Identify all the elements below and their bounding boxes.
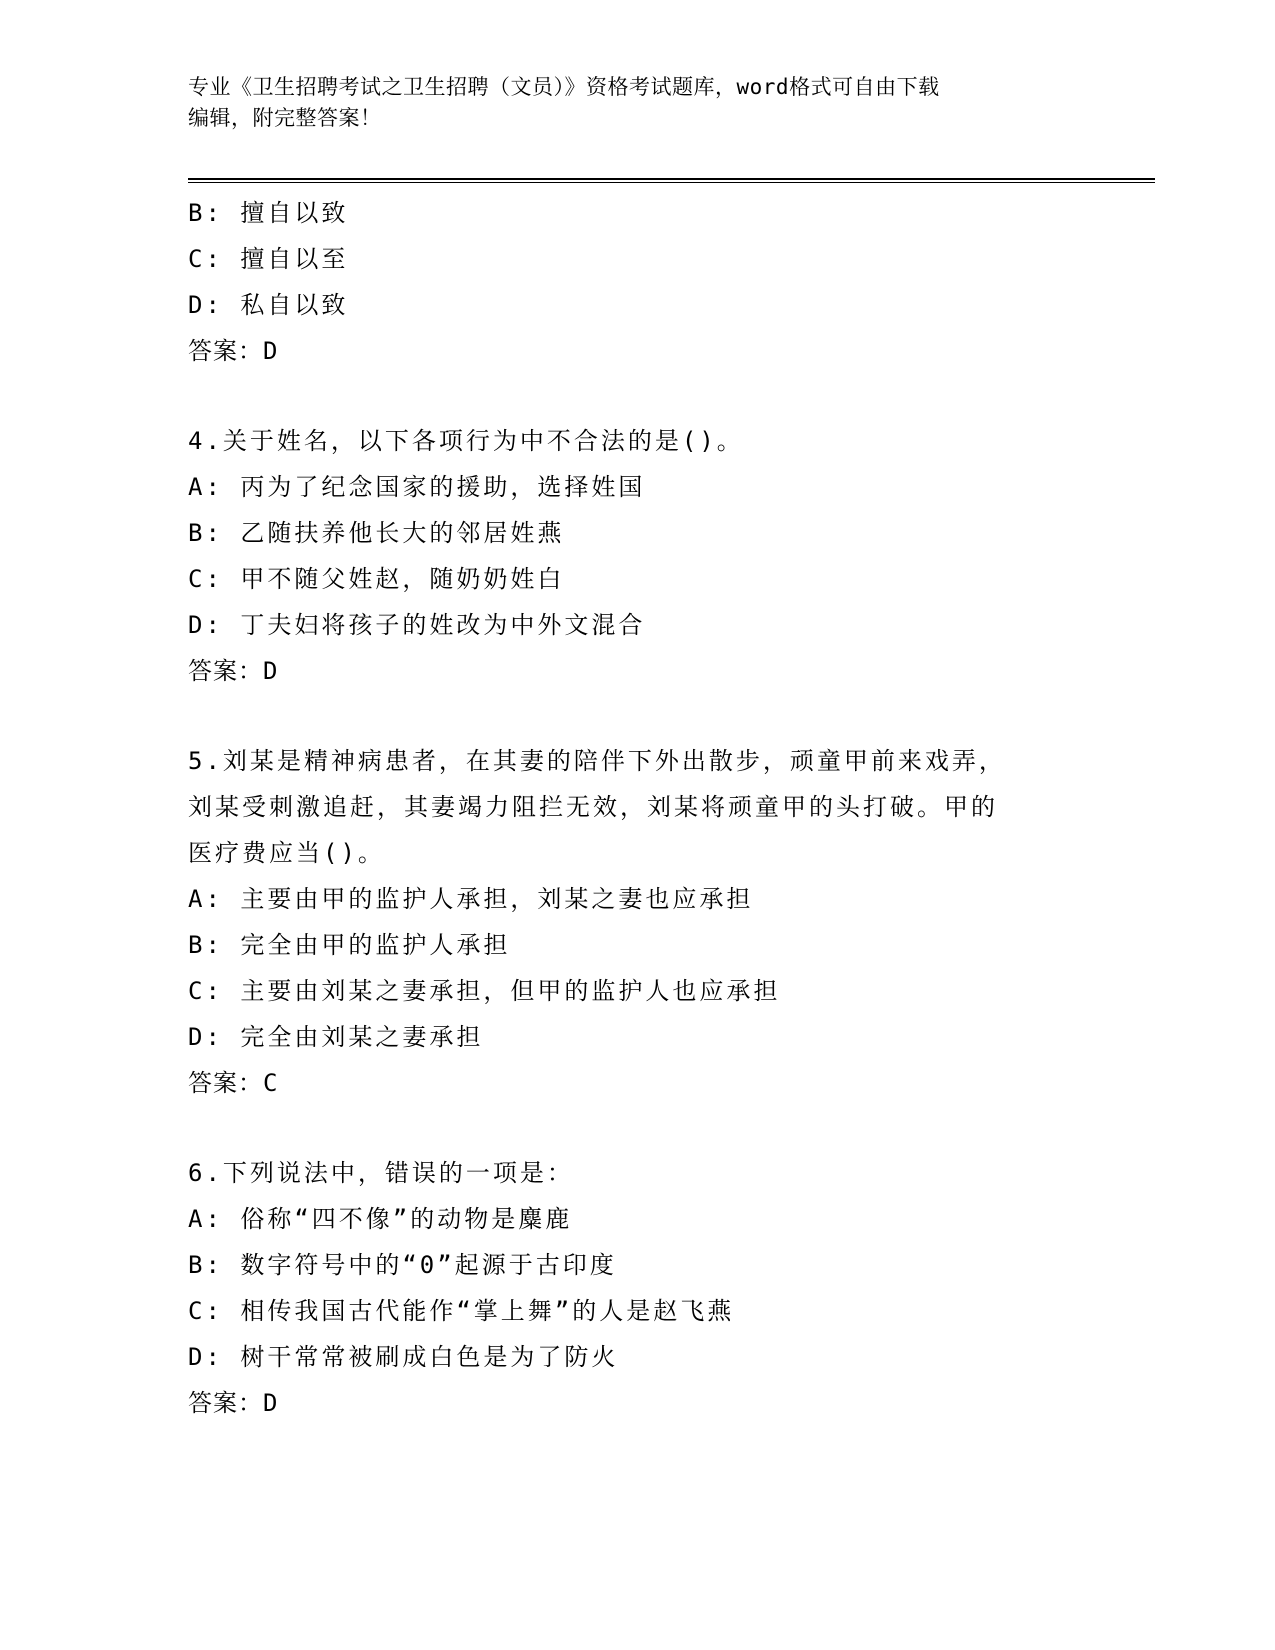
spacer: [188, 1106, 1148, 1150]
option-a: A: 丙为了纪念国家的援助，选择姓国: [188, 473, 646, 501]
partial-question: [188, 190, 1148, 374]
question-4: [188, 418, 1148, 694]
question-content: [188, 190, 1148, 1426]
answer-line: 答案：D: [188, 657, 279, 685]
page-header: [188, 72, 1068, 134]
question-5: [188, 738, 1148, 1106]
option-c: C: 相传我国古代能作“掌上舞”的人是赵飞燕: [188, 1297, 735, 1325]
option-b: B: 乙随扶养他长大的邻居姓燕: [188, 519, 565, 547]
option-b: B: 数字符号中的“0”起源于古印度: [188, 1251, 617, 1279]
question-stem: 6.下列说法中，错误的一项是：: [188, 1159, 574, 1187]
option-d: D: 丁夫妇将孩子的姓改为中外文混合: [188, 611, 646, 639]
answer-line: 答案：D: [188, 337, 279, 365]
header-line-2: 编辑，附完整答案！: [188, 106, 382, 130]
option-d: D: 完全由刘某之妻承担: [188, 1023, 484, 1051]
option-b: B: 擅自以致: [188, 199, 349, 227]
question-stem: 医疗费应当()。: [188, 839, 385, 867]
option-d: D: 私自以致: [188, 291, 349, 319]
option-c: C: 主要由刘某之妻承担，但甲的监护人也应承担: [188, 977, 781, 1005]
question-stem: 4.关于姓名，以下各项行为中不合法的是()。: [188, 427, 744, 455]
answer-line: 答案：C: [188, 1069, 279, 1097]
option-c: C: 甲不随父姓赵，随奶奶姓白: [188, 565, 565, 593]
question-6: [188, 1150, 1148, 1426]
answer-line: 答案：D: [188, 1389, 279, 1417]
header-line-1: 专业《卫生招聘考试之卫生招聘（文员）》资格考试题库，word格式可自由下载: [188, 75, 940, 99]
header-divider-thick: [188, 178, 1155, 180]
spacer: [188, 374, 1148, 418]
option-b: B: 完全由甲的监护人承担: [188, 931, 511, 959]
option-a: A: 俗称“四不像”的动物是麋鹿: [188, 1205, 573, 1233]
question-stem: 刘某受刺激追赶，其妻竭力阻拦无效，刘某将顽童甲的头打破。甲的: [188, 793, 998, 821]
question-stem: 5.刘某是精神病患者，在其妻的陪伴下外出散步，顽童甲前来戏弄，: [188, 747, 1006, 775]
option-a: A: 主要由甲的监护人承担，刘某之妻也应承担: [188, 885, 754, 913]
spacer: [188, 694, 1148, 738]
option-c: C: 擅自以至: [188, 245, 349, 273]
option-d: D: 树干常常被刷成白色是为了防火: [188, 1343, 619, 1371]
header-divider-thin: [188, 182, 1155, 183]
